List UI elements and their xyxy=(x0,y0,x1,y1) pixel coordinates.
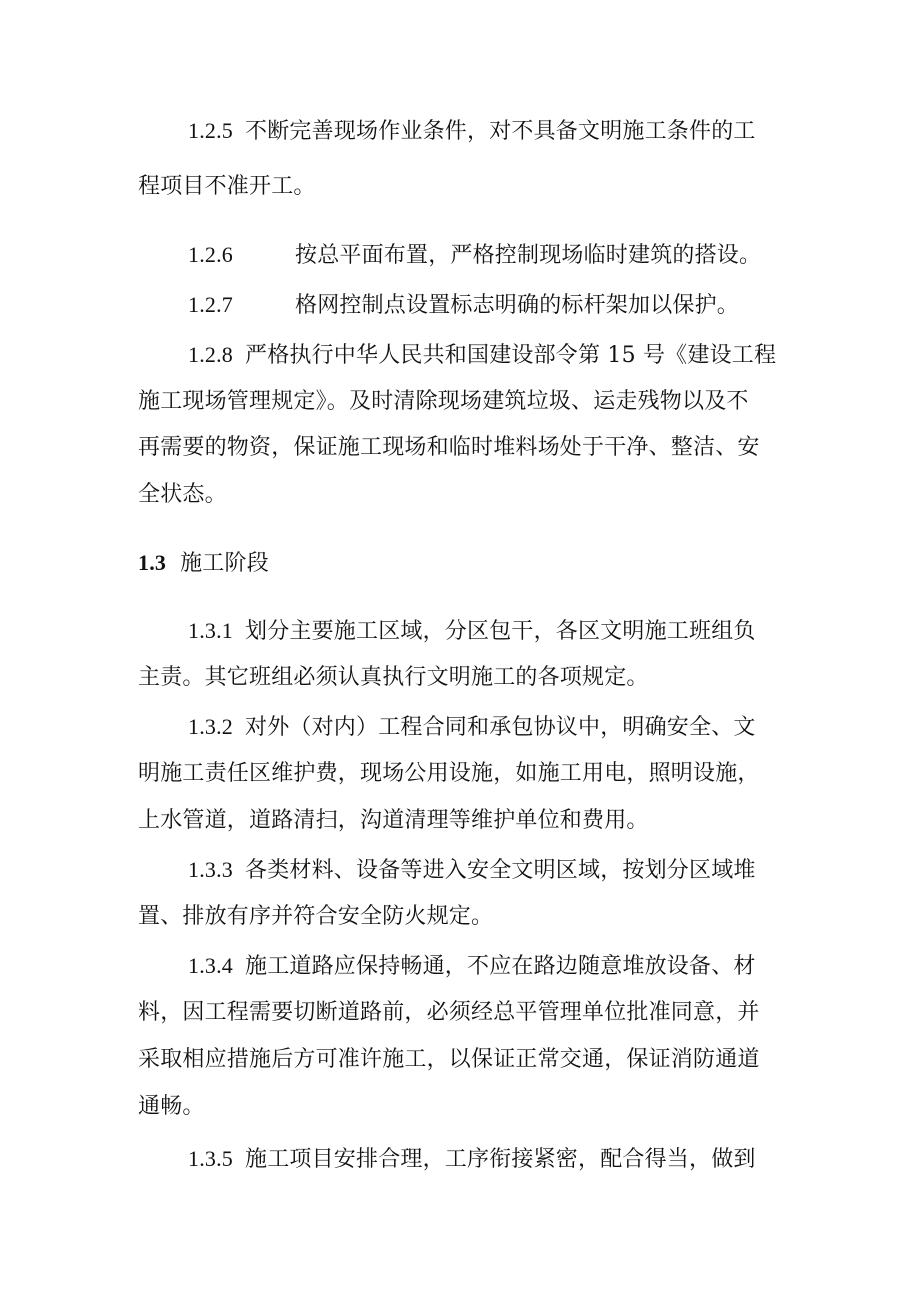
paragraph-1-2-8-line-1 xyxy=(188,342,788,369)
paragraph-text: 按总平面布置，严格控制现场临时建筑的搭设。 xyxy=(295,243,762,268)
section-heading xyxy=(138,550,788,577)
heading-number: 1.3 xyxy=(138,550,167,575)
clause-number: 1.2.5 xyxy=(188,118,233,143)
paragraph-1-3-4-line-3 xyxy=(138,1047,788,1073)
paragraph-1-3-2-line-3 xyxy=(138,808,788,834)
paragraph-text: 程项目不准开工。 xyxy=(138,174,316,199)
paragraph-text: 上水管道，道路清扫，沟道清理等维护单位和费用。 xyxy=(138,808,649,833)
paragraph-text: 各类材料、设备等进入安全文明区域，按划分区域堆 xyxy=(245,858,756,883)
clause-number: 1.3.4 xyxy=(188,953,233,978)
paragraph-1-3-2-line-2 xyxy=(138,761,788,787)
clause-number: 1.3.3 xyxy=(188,857,233,882)
paragraph-text: 对外（对内）工程合同和承包协议中，明确安全、文 xyxy=(245,715,756,740)
paragraph-text: 施工道路应保持畅通，不应在路边随意堆放设备、材 xyxy=(245,954,756,979)
paragraph-1-2-5-line-2 xyxy=(138,174,788,200)
paragraph-text: 通畅。 xyxy=(138,1094,205,1119)
paragraph-text: 严格执行中华人民共和国建设部令第 15 号《建设工程 xyxy=(245,343,777,368)
paragraph-text: 再需要的物资，保证施工现场和临时堆料场处于干净、整洁、安 xyxy=(138,435,760,460)
clause-number: 1.3.5 xyxy=(188,1146,233,1171)
paragraph-text: 划分主要施工区域，分区包干，各区文明施工班组负 xyxy=(245,619,756,644)
clause-number: 1.2.7 xyxy=(188,292,233,317)
heading-title: 施工阶段 xyxy=(180,551,269,576)
paragraph-text: 施工项目安排合理，工序衔接紧密，配合得当，做到 xyxy=(245,1147,756,1172)
paragraph-1-3-5-line-1 xyxy=(188,1146,788,1173)
paragraph-1-3-3-line-1 xyxy=(188,857,788,884)
paragraph-1-3-4-line-2 xyxy=(138,1000,788,1026)
paragraph-text: 料，因工程需要切断道路前，必须经总平管理单位批准同意，并 xyxy=(138,1000,760,1025)
paragraph-1-3-3-line-2 xyxy=(138,904,788,930)
paragraph-text: 置、排放有序并符合安全防火规定。 xyxy=(138,904,494,929)
paragraph-text: 全状态。 xyxy=(138,482,227,507)
paragraph-1-3-4-line-1 xyxy=(188,953,788,980)
paragraph-text: 格网控制点设置标志明确的标杆架加以保护。 xyxy=(295,293,740,318)
paragraph-1-2-8-line-3 xyxy=(138,435,788,461)
paragraph-text: 主责。其它班组必须认真执行文明施工的各项规定。 xyxy=(138,665,649,690)
paragraph-1-2-8-line-2 xyxy=(138,389,788,415)
paragraph-text: 明施工责任区维护费，现场公用设施，如施工用电，照明设施， xyxy=(138,761,760,786)
paragraph-1-2-5-line-1 xyxy=(188,118,788,145)
clause-number: 1.3.2 xyxy=(188,714,233,739)
paragraph-1-3-1-line-1 xyxy=(188,618,788,645)
paragraph-text: 采取相应措施后方可准许施工，以保证正常交通，保证消防通道 xyxy=(138,1047,760,1072)
paragraph-1-2-8-line-4 xyxy=(138,482,788,508)
paragraph-1-2-7 xyxy=(188,292,788,319)
clause-number: 1.2.8 xyxy=(188,342,233,367)
clause-number: 1.2.6 xyxy=(188,242,233,267)
paragraph-1-3-1-line-2 xyxy=(138,665,788,691)
paragraph-text: 施工现场管理规定》。及时清除现场建筑垃圾、运走残物以及不 xyxy=(138,389,749,414)
paragraph-1-3-2-line-1 xyxy=(188,714,788,741)
paragraph-text: 不断完善现场作业条件，对不具备文明施工条件的工 xyxy=(245,119,756,144)
paragraph-1-2-6 xyxy=(188,242,788,269)
paragraph-1-3-4-line-4 xyxy=(138,1094,788,1120)
clause-number: 1.3.1 xyxy=(188,618,233,643)
